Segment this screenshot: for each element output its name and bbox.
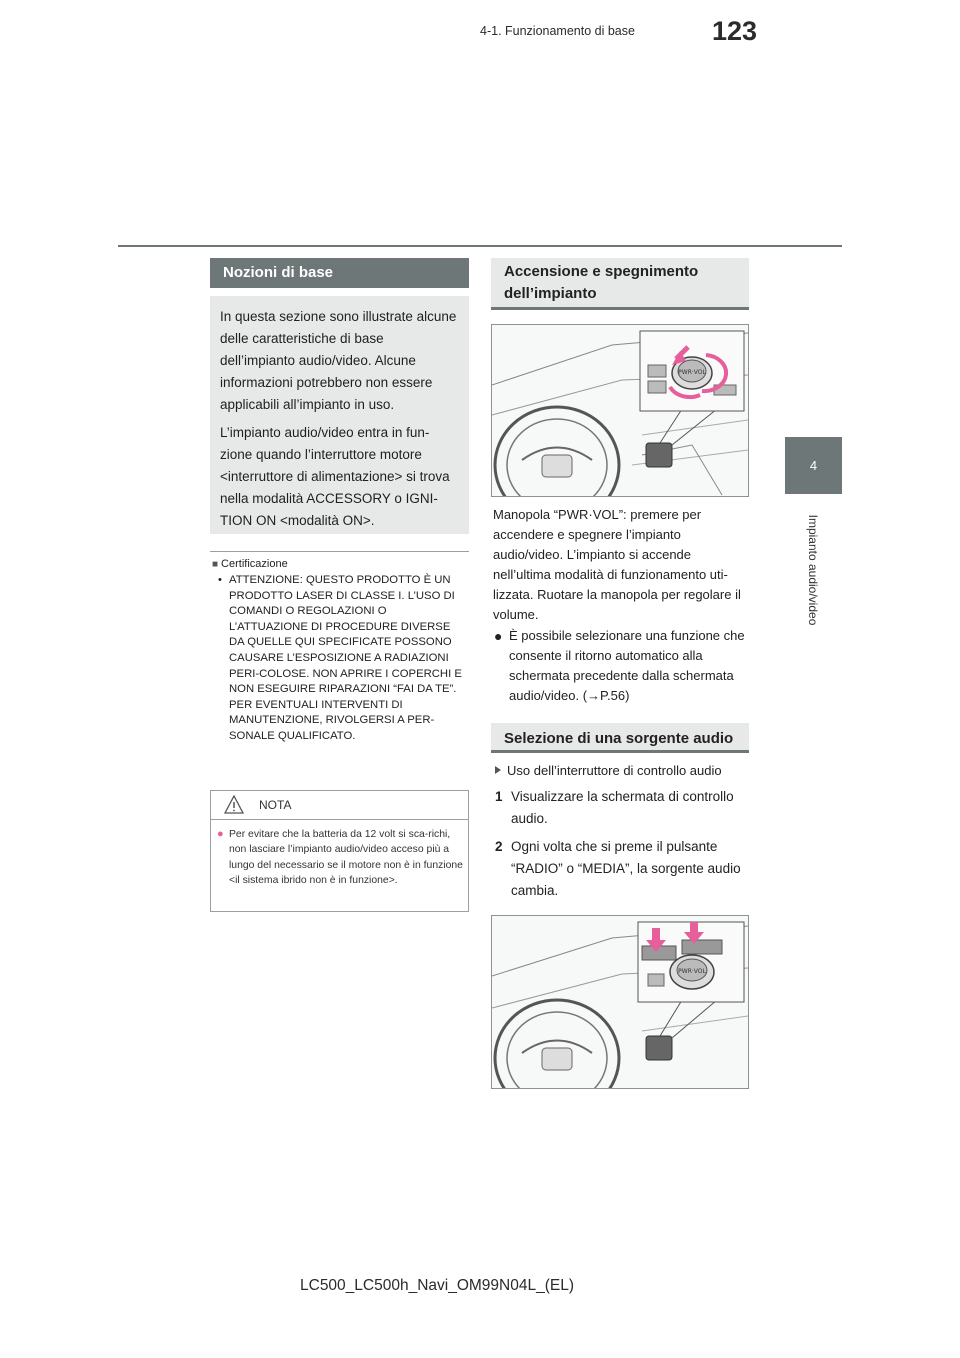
knob-label: PWR·VOL	[678, 369, 706, 376]
heading-selezione: Selezione di una sorgente audio	[491, 723, 749, 753]
touchpad-icon	[646, 443, 672, 467]
cert-heading	[212, 558, 288, 570]
dashboard-illustration	[492, 916, 748, 1088]
manopola-paragraph: Manopola “PWR·VOL”: premere per accendere e spegnere l’impianto audio/video. L’impianto si accende nell’ultima modalità di funzionamento uti-lizzata. Ruotare la manopola per regolare il volume.	[493, 507, 741, 622]
round-bullet-icon: ●	[494, 628, 503, 644]
step-2	[493, 836, 749, 902]
step-text: Visualizzare la schermata di controllo audio.	[511, 789, 734, 826]
cert-text: ATTENZIONE: QUESTO PRODOTTO È UN PRODOTTO LASER DI CLASSE I. L’USO DI COMANDI O REGOLAZIONI O L’ATTUAZIONE DI PROCEDURE DIVERSE DA QUELLE QUI SPECIFICATE POSSONO CAUSARE L’ESPOSIZIONE A RADIAZIONI PERI-COLOSE. NON APRIRE I COPERCHI E NON ESEGUIRE RIPARAZIONI “FAI DA TE”. PER EVENTUALI INTERVENTI DI MANUTENZIONE, RIVOLGERSI A PER-SONALE QUALIFICATO.	[229, 574, 462, 742]
nota-body	[217, 827, 465, 888]
bullet-text: È possibile selezionare una funzione che consente il ritorno automatico alla schermata precedente dalla schermata audio/video. (→P.56)	[509, 628, 745, 703]
chapter-tab: 4	[785, 437, 842, 494]
chapter-label	[800, 500, 826, 640]
nota-label: NOTA	[259, 798, 292, 812]
figure-pwr-vol-knob	[491, 324, 749, 497]
nota-header	[211, 791, 468, 820]
cert-bullet: •	[218, 574, 222, 586]
figure-audio-source-buttons	[491, 915, 749, 1089]
triangle-bullet-icon	[495, 766, 501, 774]
uso-item	[495, 763, 722, 778]
intro-paragraph: In questa sezione sono illustrate alcune delle caratteristiche di base dell’impianto audio/video. Alcune informazioni potrebbero non essere applicabili all’impianto in uso.	[220, 309, 457, 412]
nota-box	[210, 790, 469, 912]
touchpad-icon	[646, 1036, 672, 1060]
square-bullet-icon: ■	[212, 559, 219, 570]
heading-nozioni: Nozioni di base	[210, 258, 469, 288]
step-number: 1	[495, 789, 503, 804]
uso-text: Uso dell’interruttore di controllo audio	[507, 763, 722, 778]
pink-dot-icon: ●	[217, 828, 224, 840]
divider	[210, 551, 469, 552]
intro-box	[210, 296, 469, 534]
step-1	[493, 786, 749, 830]
knob-label: PWR·VOL	[678, 968, 706, 975]
step-number: 2	[495, 839, 503, 854]
chapter-label-text: Impianto audio/video	[806, 514, 820, 626]
step-text: Ogni volta che si preme il pulsante “RADIO” o “MEDIA”, la sorgente audio cambia.	[511, 839, 741, 898]
dashboard-illustration	[492, 325, 748, 496]
bullet-item	[493, 626, 749, 706]
heading-accensione: Accensione e spegnimento dell’impianto	[491, 258, 749, 310]
cert-body	[218, 573, 468, 745]
footer-code: LC500_LC500h_Navi_OM99N04L_(EL)	[300, 1277, 575, 1294]
page-number: 123	[712, 16, 758, 46]
cert-heading-text: Certificazione	[221, 558, 288, 570]
intro-paragraph: L’impianto audio/video entra in fun-zione quando l’interruttore motore <interruttore di alimentazione> si trova nella modalità ACCESSORY o IGNI-TION ON <modalità ON>.	[220, 425, 450, 528]
header-rule	[118, 245, 842, 247]
section-title: 4-1. Funzionamento di base	[480, 24, 635, 38]
nota-text: Per evitare che la batteria da 12 volt si sca-richi, non lasciare l’impianto audio/video acceso più a lungo del necessario se il motore non è in funzione <il sistema ibrido non è in funzione>.	[229, 829, 463, 886]
warning-icon	[224, 795, 244, 814]
